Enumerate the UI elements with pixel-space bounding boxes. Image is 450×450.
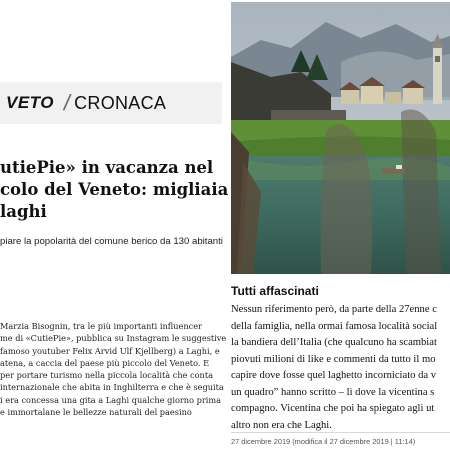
section-link[interactable]: CRONACA: [74, 92, 167, 113]
lake-village-photo: [231, 2, 450, 274]
body-line: atena, a caccia del paese più piccolo del Veneto. E: [0, 357, 210, 368]
body-line: un quadro” hanno scritto – lì dove la vicentina s: [231, 386, 435, 398]
body-line: e immortalane le bellezze naturali del paesino: [0, 407, 192, 418]
body-line: altro non era che Laghi.: [231, 419, 332, 431]
masthead: [0, 82, 222, 124]
body-line: Marzia Bisognin, tra le più importanti influencer: [0, 321, 202, 331]
body-line: internazionale che abita in Inghilterra e che è seguita: [0, 382, 224, 393]
article-body: [0, 320, 228, 418]
body-line: della famiglia, nella ormai famosa località social: [231, 320, 438, 332]
body-line: me di «CutiePie», pubblica su Instagram le suggestive: [0, 333, 227, 344]
section-subtitle: Tutti affascinati: [231, 284, 319, 298]
headline-line: colo del Veneto: migliaia: [0, 180, 228, 199]
article-right-column: [229, 0, 450, 450]
body-line: i era concessa una gita a Laghi qualche giorno prima: [0, 394, 222, 405]
section-divider-icon: /: [61, 90, 73, 115]
body-line: piovuti milioni di like e commenti da tutto il mo: [231, 353, 436, 365]
divider: [231, 432, 450, 433]
body-line: la bandiera dell’Italia (che qualcuno ha scambiat: [231, 337, 437, 348]
body-line: famoso youtuber Felix Arvid Ulf Kjellberg) a Laghi, e: [0, 345, 220, 356]
headline-line: utiePie» in vacanza nel: [0, 158, 214, 177]
body-line: per portare turismo nella piccola località che conta: [0, 370, 214, 381]
article-subheadline: piare la popolarità del comune berico da 130 abitanti: [0, 236, 223, 247]
headline-line: laghi: [0, 202, 47, 221]
body-line: compagno. Vicentina che poi ha spiegato agli ut: [231, 403, 435, 414]
body-line: Nessun riferimento però, da parte della 27enne c: [231, 304, 437, 315]
brand-logo[interactable]: VETO: [6, 93, 54, 112]
article-body-continued: [231, 302, 450, 434]
body-line: capire dove fosse quel laghetto incorniciato da v: [231, 370, 437, 381]
article-headline: [0, 157, 228, 223]
article-timestamp: 27 dicembre 2019 (modifica il 27 dicembre 2019 | 11:14): [231, 437, 416, 446]
